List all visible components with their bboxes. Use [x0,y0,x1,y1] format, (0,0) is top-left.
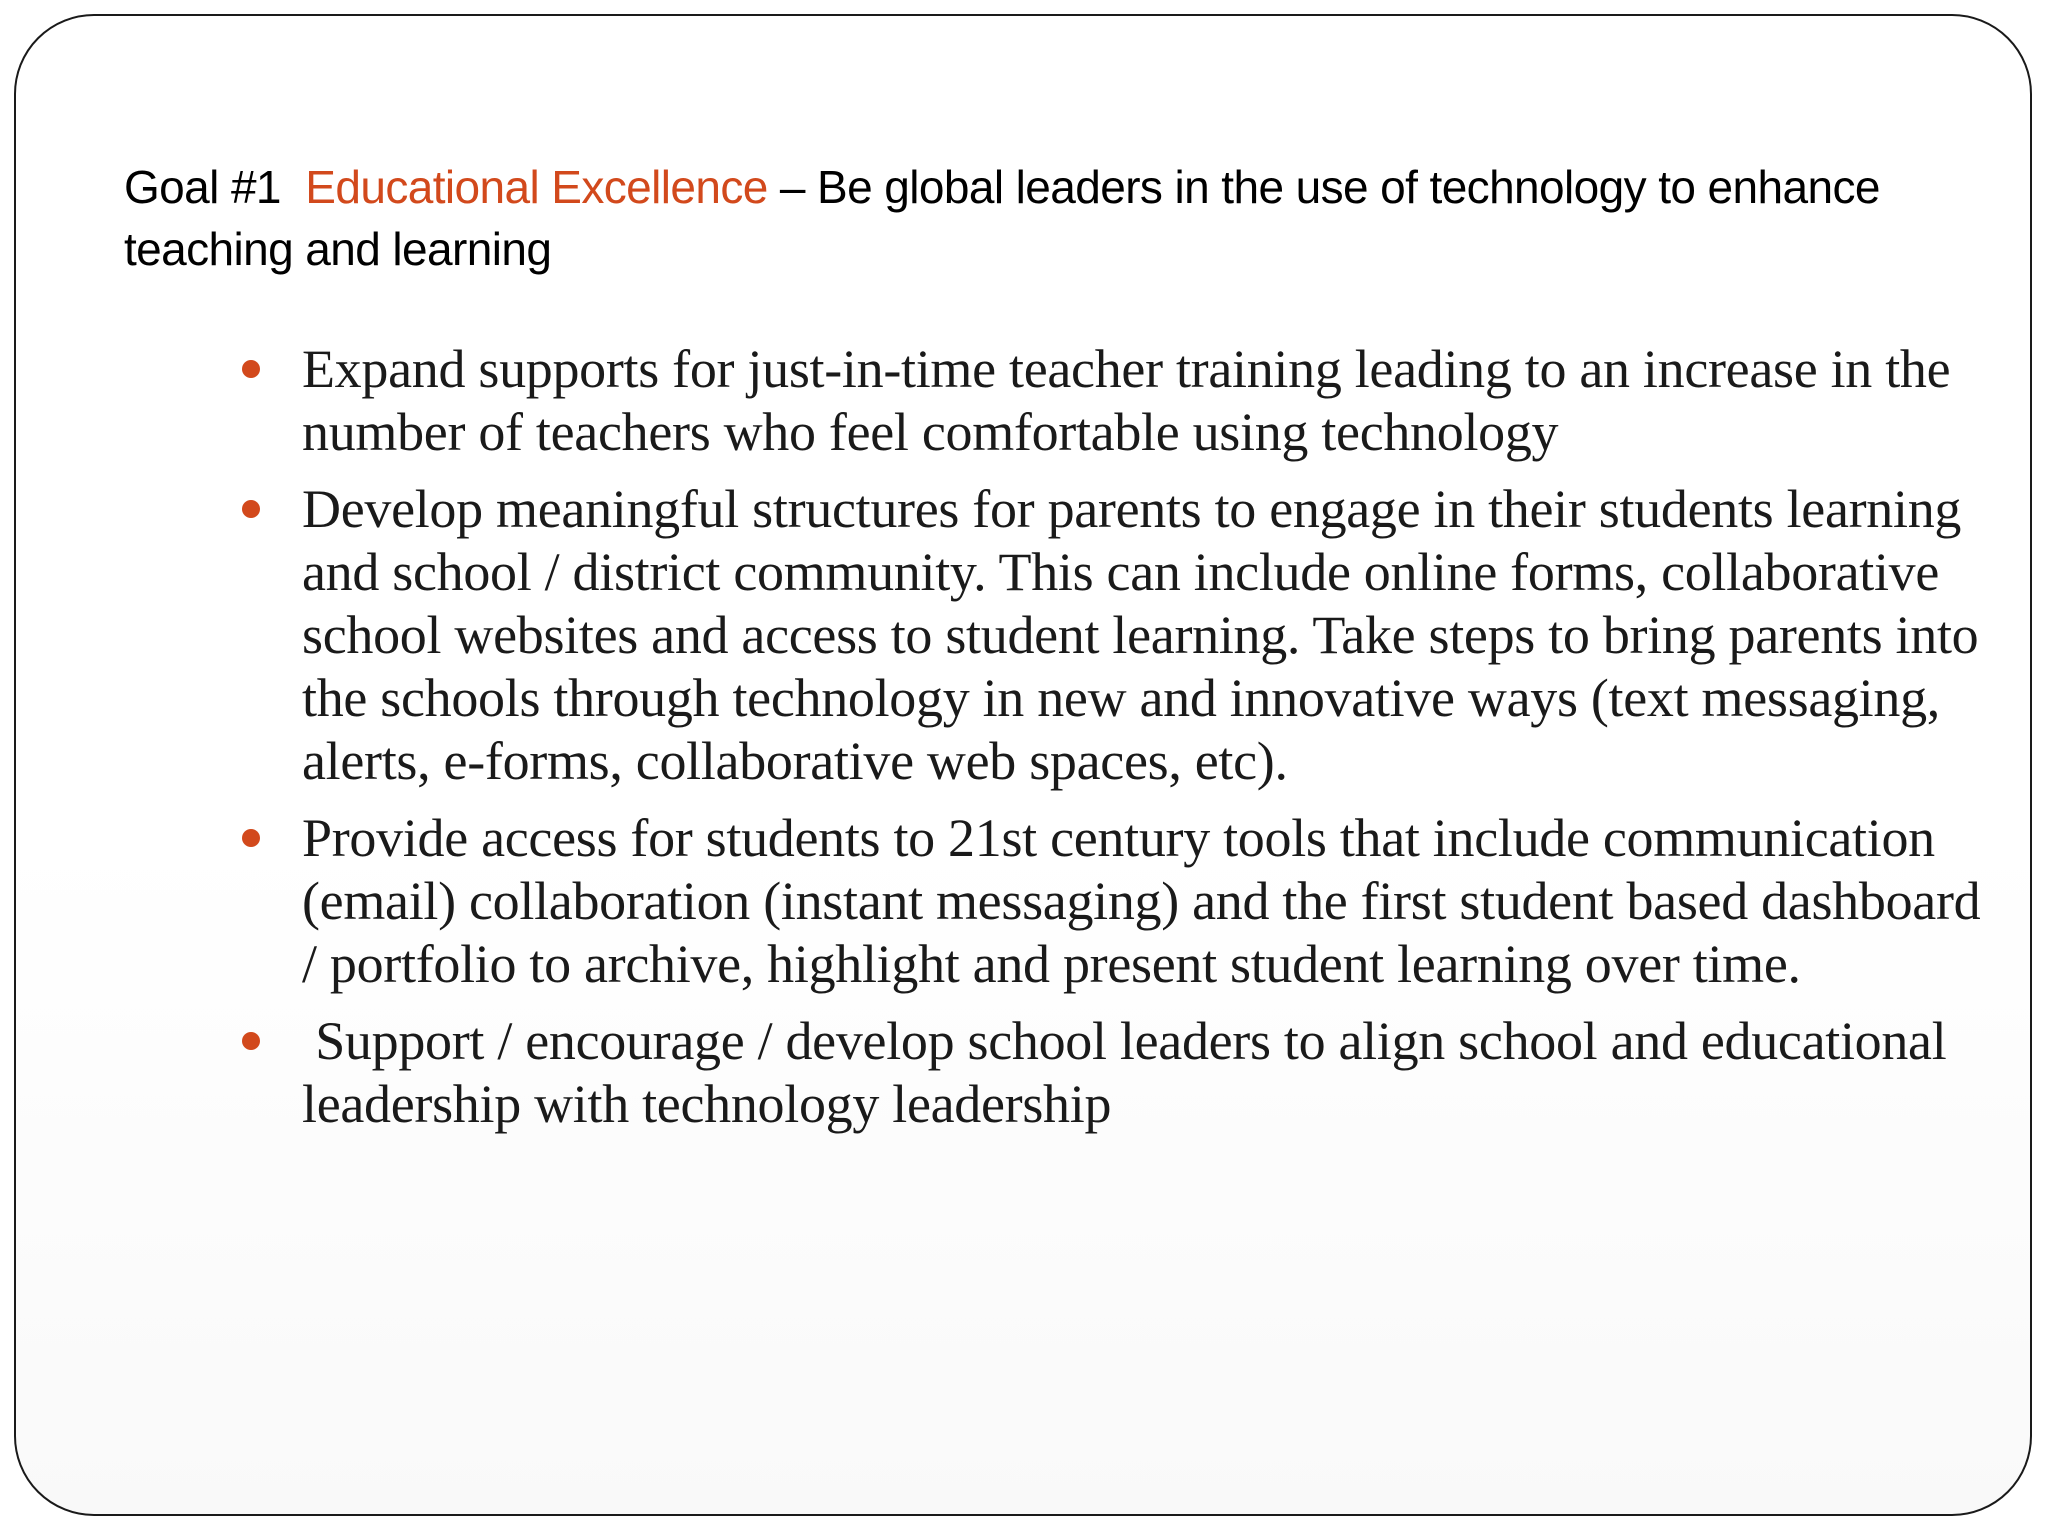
bullet-item [124,478,2004,793]
title-accent: Educational Excellence [305,161,768,213]
bullet-dot-icon [242,500,260,518]
bullet-text: Support / encourage / develop school leaders to align school and educational leadership with technology leadership [302,1011,1960,1134]
bullet-item [124,807,2004,996]
bullet-text: Expand supports for just-in-time teacher training leading to an increase in the number of teachers who feel comfortable using technology [302,339,1951,462]
bullet-text: Develop meaningful structures for parents to engage in their students learning and school / district community. This can include online forms, collaborative school websites and access to student learning. Take steps to bring parents into the schools through technology in new and innovative ways (text messaging, alerts, e-forms, collaborative web spaces, etc). [302,479,1979,791]
title-rest: – Be global leaders in the use of technology to enhance teaching and learning [124,161,1880,275]
bullet-item [124,338,2004,464]
bullet-item [124,1010,2004,1136]
bullet-dot-icon [242,829,260,847]
bullet-dot-icon [242,1032,260,1050]
bullet-text: Provide access for students to 21st century tools that include communication (email) collaboration (instant messaging) and the first student based dashboard / portfolio to archive, highlight and present student learning over time. [302,808,1981,994]
bullet-dot-icon [242,360,260,378]
bullet-list [124,338,2004,1150]
slide-title [124,156,1984,280]
title-prefix: Goal #1 [124,161,306,213]
slide [14,14,2032,1516]
